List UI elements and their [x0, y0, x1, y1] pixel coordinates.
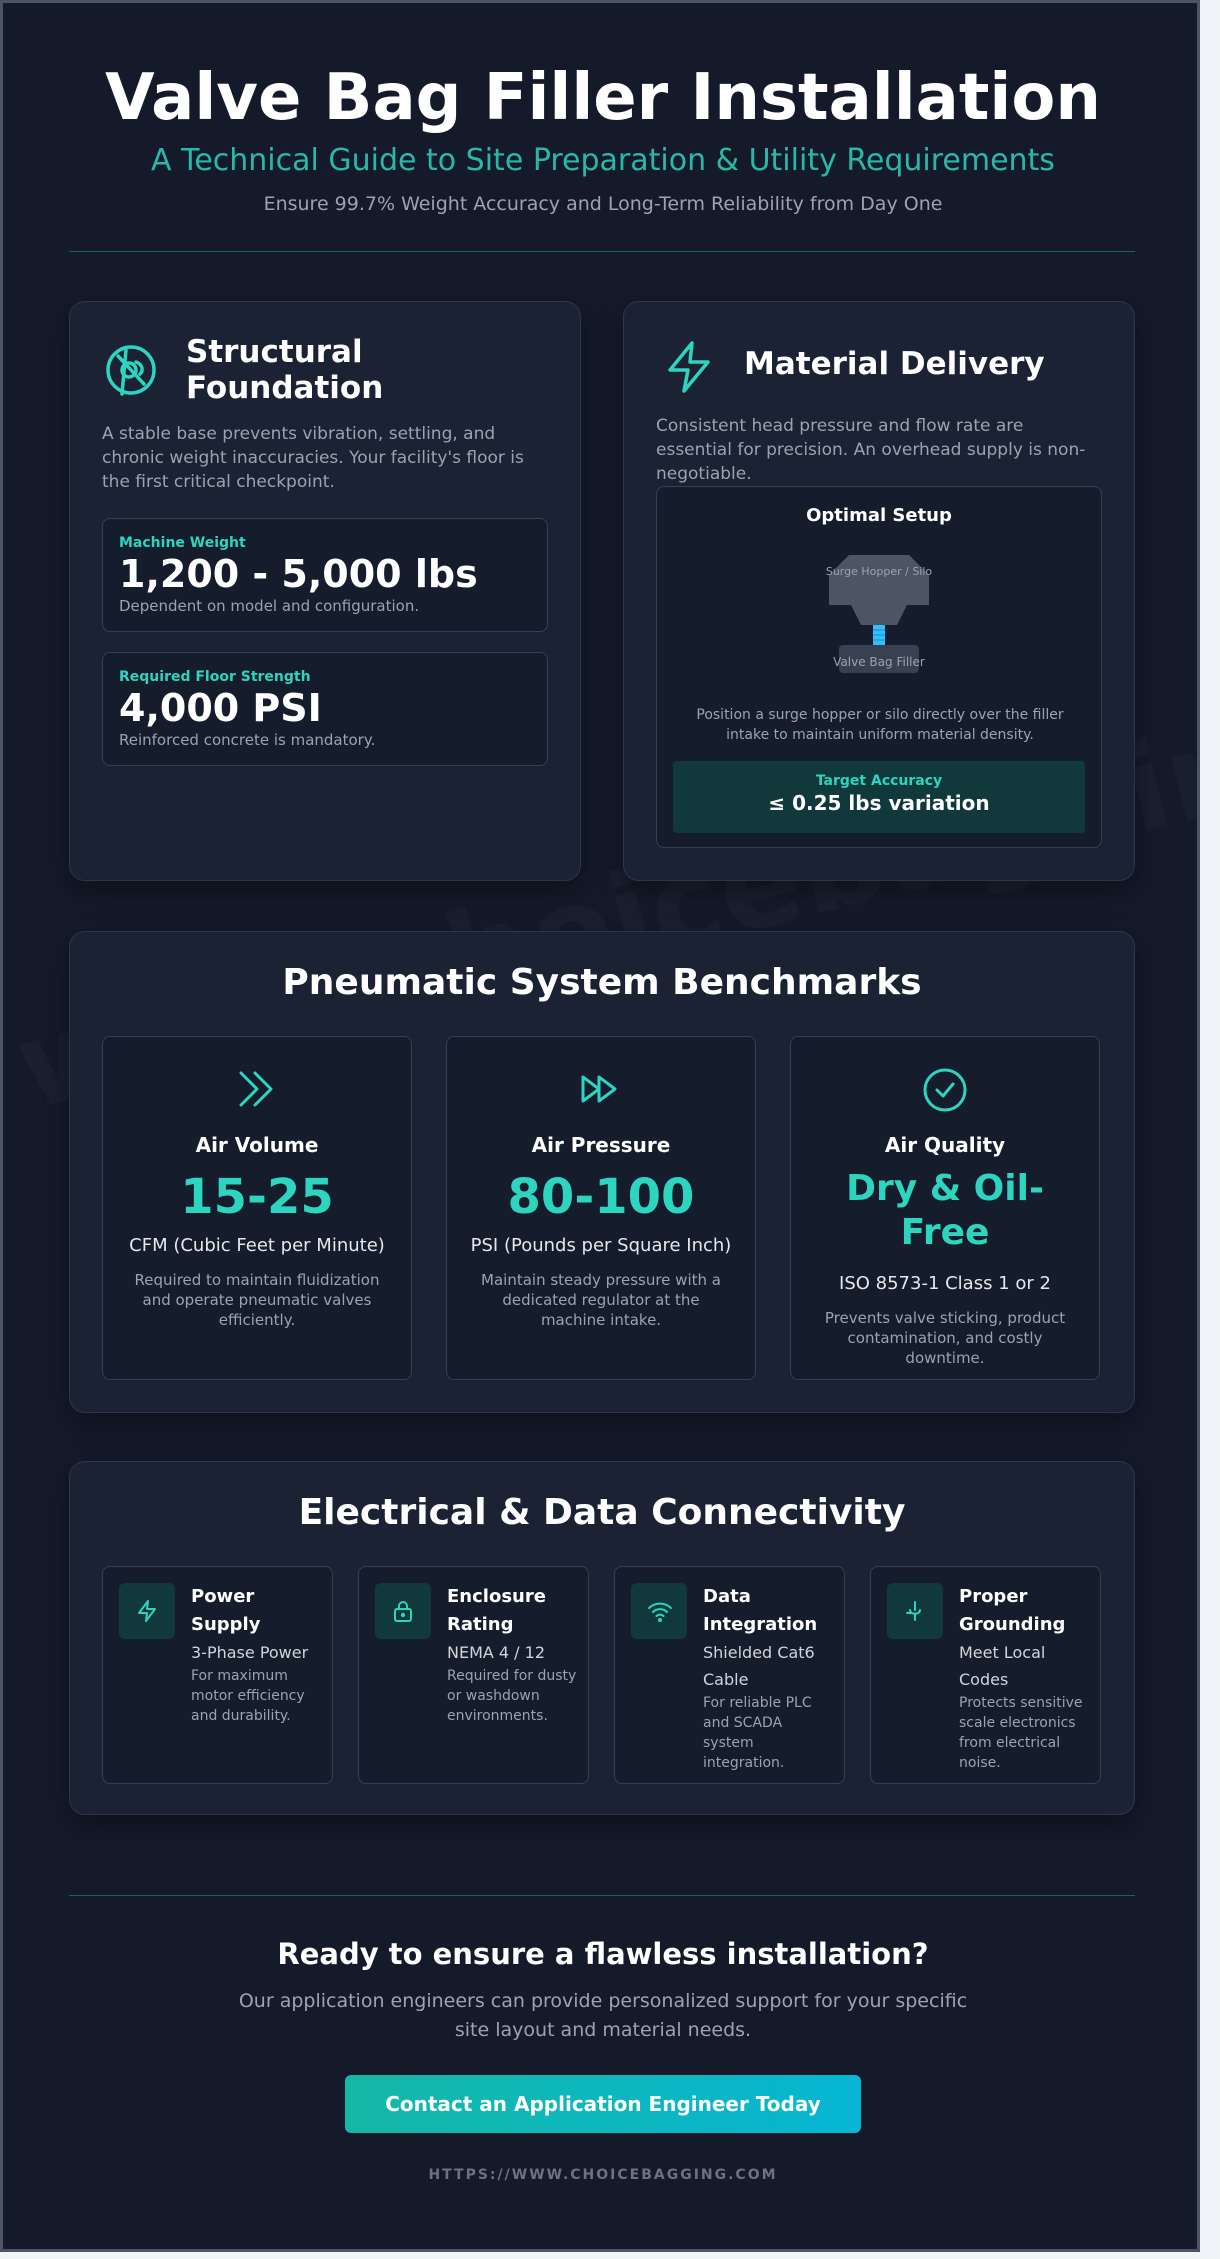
check-circle-icon [791, 1067, 1099, 1117]
elec-description: Protects sensitive scale electronics from electrical noise. [959, 1695, 1083, 1771]
elec-enclosure-rating [358, 1566, 589, 1784]
bench-unit: ISO 8573-1 Class 1 or 2 [839, 1273, 1051, 1294]
elec-spec: 3-Phase Power [191, 1643, 309, 1662]
wifi-icon [631, 1583, 687, 1639]
cta-title: Ready to ensure a flawless installation? [277, 1937, 929, 1971]
elec-title: Power Supply [191, 1586, 261, 1635]
elec-data-integration [614, 1566, 845, 1784]
page-title: Valve Bag Filler Installation [105, 61, 1101, 135]
bench-description: Required to maintain fluidization and operate pneumatic valves efficiently. [134, 1271, 380, 1329]
electrical-title: Electrical & Data Connectivity [298, 1492, 906, 1533]
contact-engineer-button[interactable]: Contact an Application Engineer Today [345, 2075, 861, 2133]
bench-air-quality [790, 1036, 1100, 1380]
pneumatic-card [69, 931, 1135, 1413]
fast-forward-icon [447, 1067, 755, 1115]
header-divider [69, 251, 1135, 252]
page-tagline: Ensure 99.7% Weight Accuracy and Long-Term Reliability from Day One [263, 193, 943, 215]
bench-unit: CFM (Cubic Feet per Minute) [129, 1235, 385, 1256]
elec-text [191, 1583, 323, 1726]
footer-divider [69, 1895, 1135, 1896]
lock-icon [375, 1583, 431, 1639]
website-link[interactable]: HTTPS://WWW.CHOICEBAGGING.COM [428, 2167, 778, 2183]
structural-title: Structural Foundation [186, 334, 384, 406]
target-accuracy-box [673, 761, 1085, 833]
ground-icon [887, 1583, 943, 1639]
optimal-setup-panel [656, 486, 1102, 848]
elec-spec: NEMA 4 / 12 [447, 1643, 546, 1662]
elec-spec: Meet Local Codes [959, 1643, 1046, 1689]
elec-description: For maximum motor efficiency and durability. [191, 1668, 305, 1724]
stat-floor-strength [102, 652, 548, 766]
elec-title: Data Integration [703, 1586, 818, 1635]
cta-description: Our application engineers can provide personalized support for your specific site layout and material needs. [238, 1990, 968, 2041]
accuracy-value: ≤ 0.25 lbs variation [768, 791, 990, 815]
elec-power-supply [102, 1566, 333, 1784]
bench-unit: PSI (Pounds per Square Inch) [470, 1235, 732, 1256]
setup-title: Optimal Setup [806, 505, 952, 526]
bench-title: Air Pressure [531, 1133, 671, 1157]
bolt-icon [119, 1583, 175, 1639]
chevrons-right-icon [103, 1067, 411, 1115]
setup-description: Position a surge hopper or silo directly over the filler intake to maintain uniform material density. [696, 707, 1064, 743]
stat-machine-weight [102, 518, 548, 632]
bench-title: Air Quality [884, 1133, 1006, 1157]
elec-spec: Shielded Cat6 Cable [703, 1643, 815, 1689]
page-subtitle: A Technical Guide to Site Preparation & Utility Requirements [151, 143, 1055, 178]
elec-description: Required for dusty or washdown environments. [447, 1668, 577, 1724]
material-title: Material Delivery [744, 346, 1045, 382]
electrical-card [69, 1461, 1135, 1815]
elec-title: Enclosure Rating [447, 1586, 546, 1635]
structural-card [69, 301, 581, 881]
bench-value: 15-25 [180, 1169, 334, 1225]
material-card [623, 301, 1135, 881]
stat-note: Reinforced concrete is mandatory. [119, 731, 376, 749]
hopper-label: Surge Hopper / Silo [825, 565, 933, 578]
bench-value: Dry & Oil-Free [846, 1168, 1044, 1253]
filler-label: Valve Bag Filler [833, 655, 925, 669]
elec-description: For reliable PLC and SCADA system integration. [703, 1695, 812, 1771]
bench-description: Prevents valve sticking, product contamination, and costly downtime. [824, 1309, 1066, 1367]
lightning-icon [664, 340, 714, 398]
material-description: Consistent head pressure and flow rate are essential for precision. An overhead supply is non-negotiable. [656, 416, 1086, 484]
stat-value: 4,000 PSI [119, 686, 322, 730]
elec-proper-grounding [870, 1566, 1101, 1784]
structural-description: A stable base prevents vibration, settling, and chronic weight inaccuracies. Your facility's floor is the first critical checkpoint. [102, 424, 524, 492]
stat-label: Required Floor Strength [119, 669, 311, 685]
elec-text [447, 1583, 579, 1726]
pneumatic-title: Pneumatic System Benchmarks [282, 962, 922, 1003]
bench-air-volume [102, 1036, 412, 1380]
foundation-icon [104, 340, 158, 402]
bench-title: Air Volume [195, 1133, 319, 1157]
bench-air-pressure [446, 1036, 756, 1380]
elec-title: Proper Grounding [959, 1586, 1066, 1635]
elec-text [959, 1583, 1091, 1773]
stat-label: Machine Weight [119, 535, 246, 551]
bench-value: 80-100 [507, 1169, 695, 1225]
accuracy-label: Target Accuracy [815, 773, 943, 789]
stat-note: Dependent on model and configuration. [119, 597, 420, 615]
bench-description: Maintain steady pressure with a dedicated regulator at the machine intake. [481, 1271, 721, 1329]
stat-value: 1,200 - 5,000 lbs [119, 552, 478, 596]
elec-text [703, 1583, 835, 1773]
